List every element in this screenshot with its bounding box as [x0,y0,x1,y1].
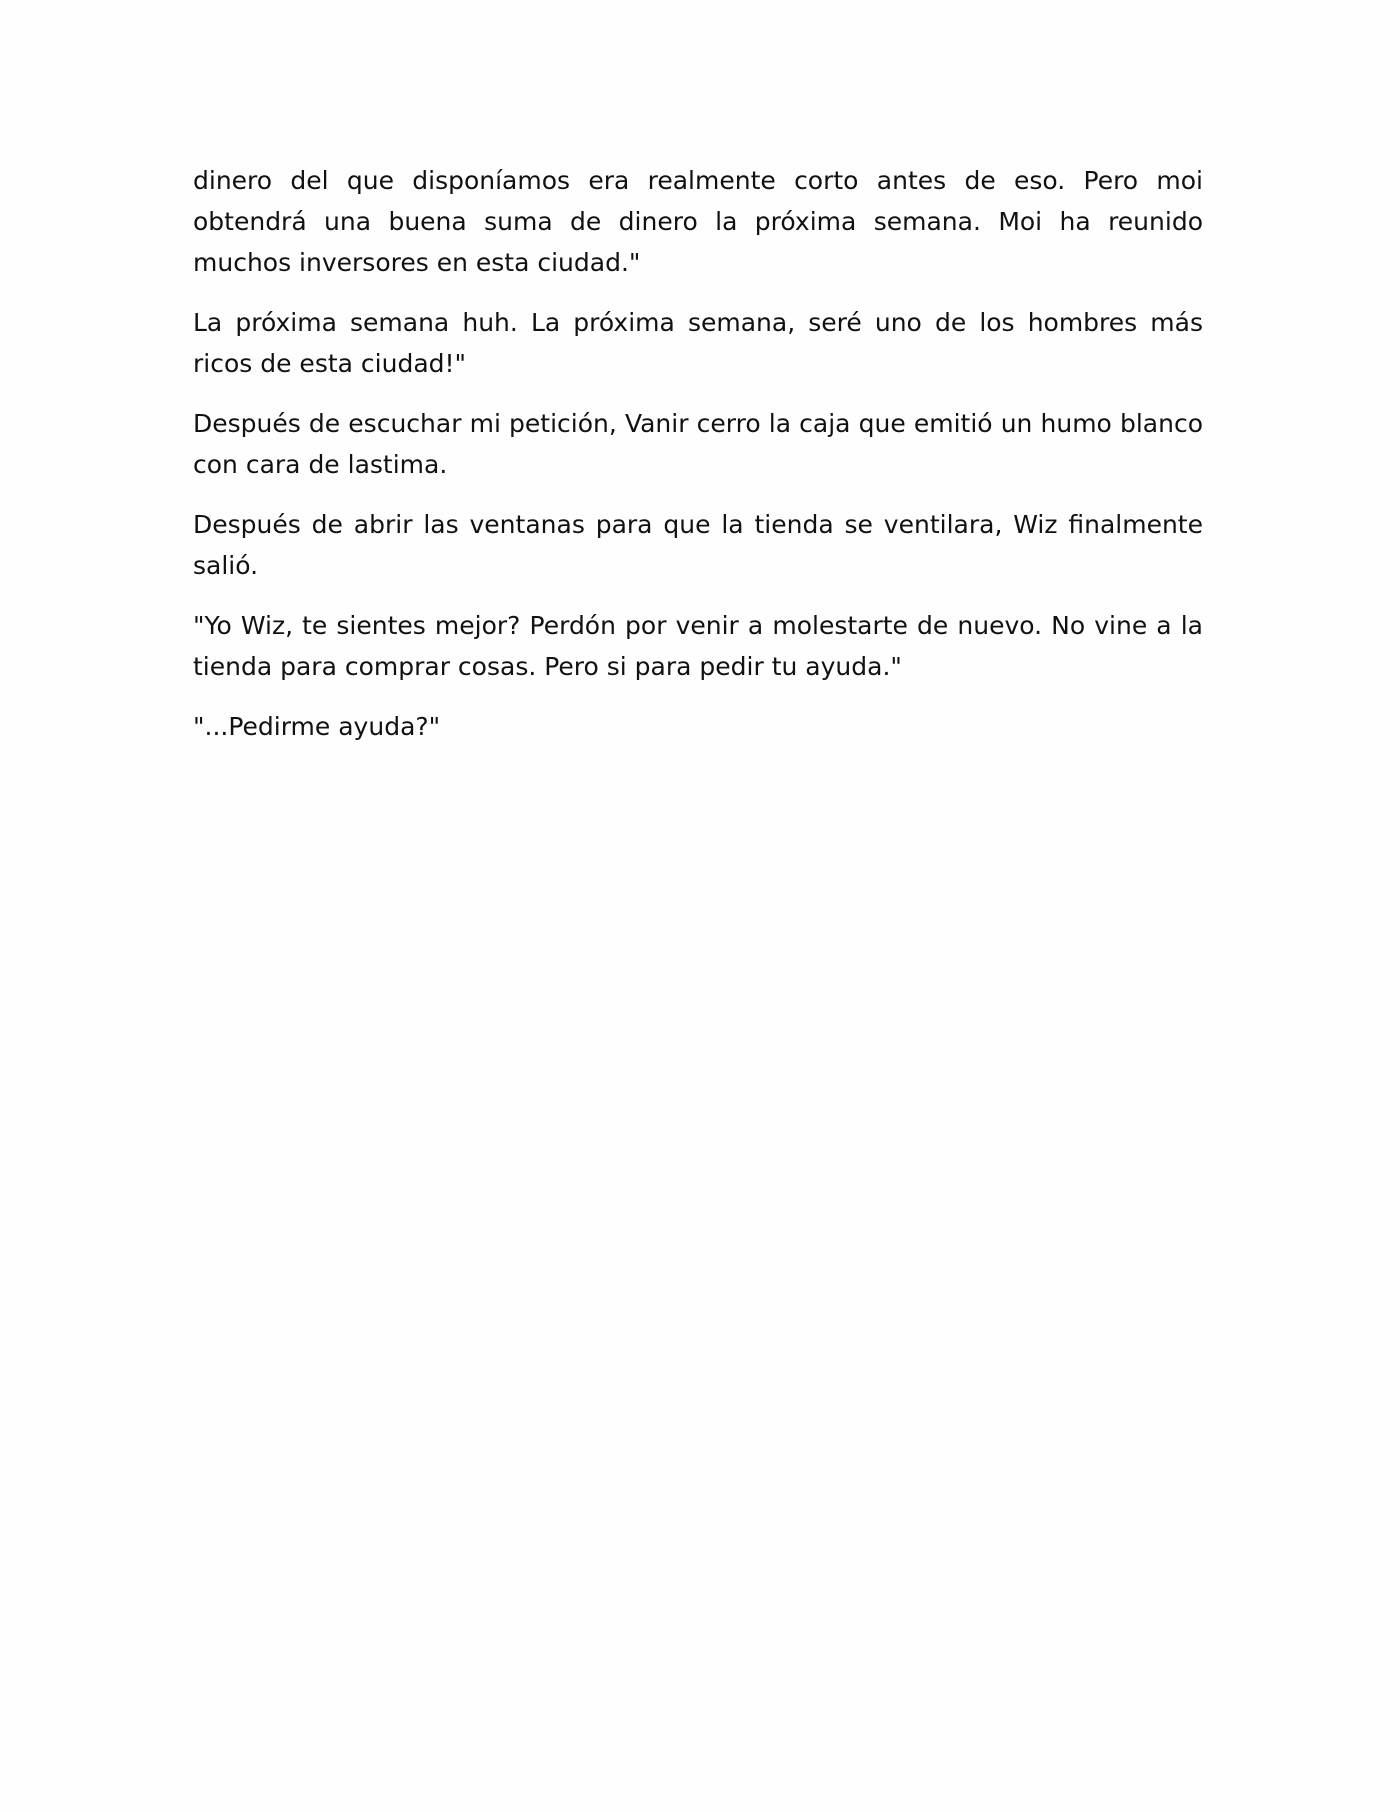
paragraph: Después de escuchar mi petición, Vanir cerro la caja que emitió un humo blanco con cara de lastima. [193,409,1203,479]
paragraph: dinero del que disponíamos era realmente corto antes de eso. Pero moi obtendrá una buena suma de dinero la próxima semana. Moi ha reunido muchos inversores en esta ciudad." [193,166,1203,277]
paragraph: "...Pedirme ayuda?" [193,712,441,741]
paragraph: La próxima semana huh. La próxima semana, seré uno de los hombres más ricos de esta ciudad!" [193,308,1203,378]
paragraph: Después de abrir las ventanas para que la tienda se ventilara, Wiz finalmente salió. [193,510,1203,580]
document-body [193,160,1203,766]
paragraph: "Yo Wiz, te sientes mejor? Perdón por venir a molestarte de nuevo. No vine a la tienda para comprar cosas. Pero si para pedir tu ayuda." [193,611,1203,681]
